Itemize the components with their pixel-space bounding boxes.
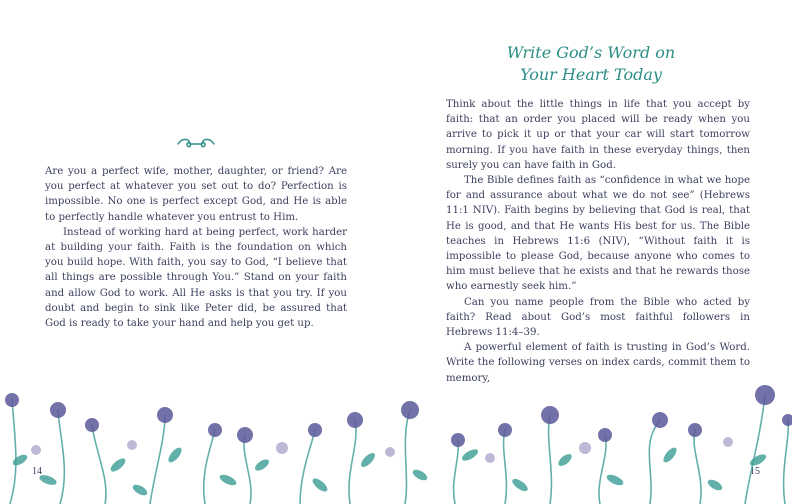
left-paragraph-1: Are you a perfect wife, mother, daughter, or friend? Are you perfect at whatever you set out to do? Perfection is impossible. No one is perfect except God, and He is able to perfectly handle whatever you entrust to Him. (45, 166, 347, 223)
right-body-text (446, 97, 750, 386)
right-paragraph-3: Can you name people from the Bible who acted by faith? Read about God’s most faithful followers in Hebrews 11:4–39. (446, 296, 750, 339)
heading-line-2: Your Heart Today (520, 65, 662, 84)
left-body-text (45, 164, 347, 331)
right-paragraph-4: A powerful element of faith is trusting in God’s Word. Write the following verses on index cards, commit them to memory, (446, 342, 750, 384)
swirl-ornament-icon (176, 136, 216, 150)
page-number-right: 15 (750, 466, 760, 477)
section-heading (466, 42, 716, 86)
heading-line-1: Write God’s Word on (506, 43, 676, 62)
page-number-left: 14 (32, 466, 42, 477)
watercolor-floral-border (0, 360, 792, 504)
right-paragraph-2: The Bible defines faith as “confidence in what we hope for and assurance about what we do not see” (Hebrews 11:1 NIV). Faith begins by believing that God is real, that He is good, and that He wants His best for us. The Bible teaches in Hebrews 11:6 (NIV), “Without faith it is impossible to please God, because anyone who comes to him must believe that he exists and that he rewards those who earnestly seek him.” (446, 175, 750, 293)
left-paragraph-2: Instead of working hard at being perfect, work harder at building your faith. Faith is the foundation on which you build hope. With faith, you say to God, “I believe that all things are possible through You.” Stand on your faith and allow God to work. All He asks is that you try. If you doubt and begin to sink like Peter did, be assured that God is ready to take your hand and help you get up. (45, 226, 347, 330)
right-paragraph-1: Think about the little things in life that you accept by faith: that an order you placed will be ready when you arrive to pick it up or that your car will start tomorrow morning. If you have faith in these everyday things, then surely you can have faith in God. (446, 99, 750, 171)
